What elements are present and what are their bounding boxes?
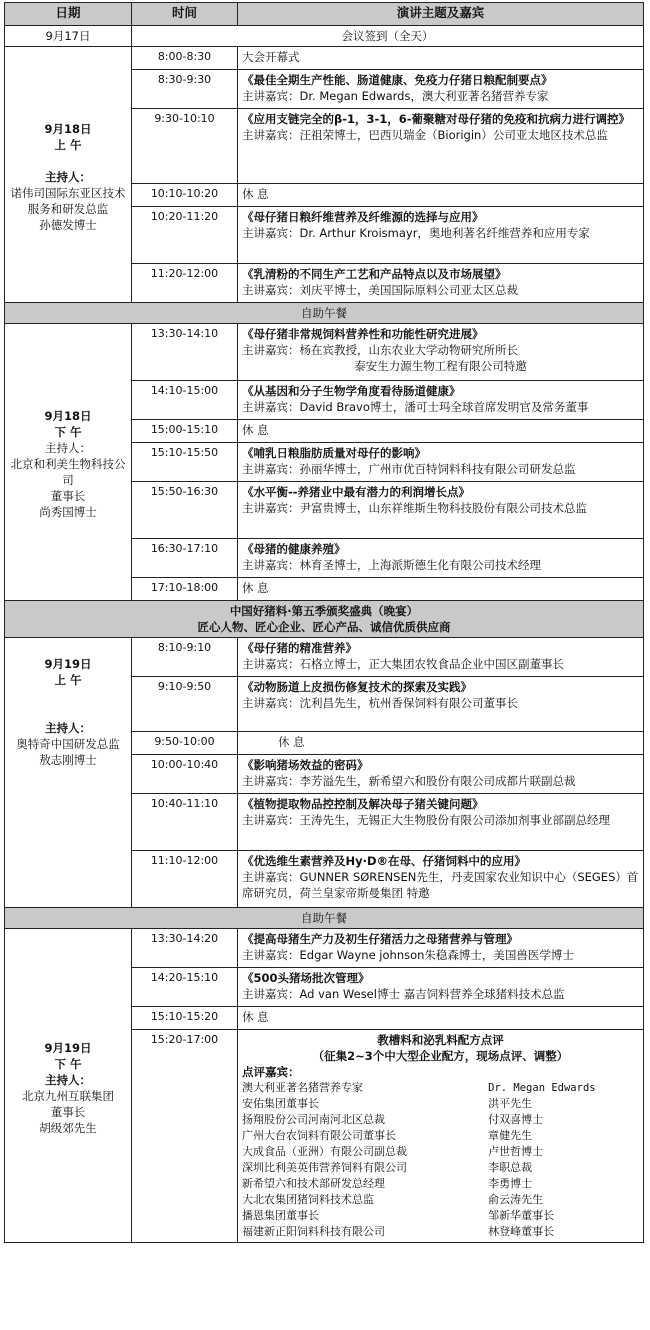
s2-time-5: 16:30-17:10: [132, 539, 238, 578]
s2-half: 下 午: [54, 425, 82, 439]
judge-name: 章健先生: [488, 1129, 533, 1142]
judge-org: 播恩集团董事长: [242, 1209, 319, 1222]
gala-row: [5, 601, 644, 638]
judge-row: [242, 1208, 639, 1224]
s4-host-label: 主持人：: [45, 1072, 91, 1087]
s1-speaker-2: 主讲嘉宾：汪祖荣博士，巴西贝瑞金（Biorigin）公司亚太地区技术总监: [242, 128, 608, 142]
s3-cell-3: [238, 755, 644, 794]
judge-org: 大北农集团猪饲料技术总监: [242, 1193, 374, 1206]
s1-cell-5: [238, 264, 644, 303]
s3-cell-4: [238, 794, 644, 851]
s2-cell-4: [238, 482, 644, 539]
gala-line2: 匠心人物、匠心企业、匠心产品、诚信优质供应商: [197, 620, 451, 634]
s2-title-6: 休 息: [238, 578, 644, 601]
s4-cell-0: [238, 929, 644, 968]
s2-time-3: 15:10-15:50: [132, 443, 238, 482]
s4-row-0: [5, 929, 644, 968]
s4-title-1: 《500头猪场批次管理》: [242, 971, 370, 985]
s4-last-subtitle: （征集2~3个中大型企业配方，现场点评、调整）: [312, 1049, 569, 1063]
s2-speaker-5: 主讲嘉宾：林育圣博士，上海派斯德生化有限公司技术经理: [242, 558, 541, 572]
s4-judges-label: 点评嘉宾：: [242, 1065, 300, 1079]
s4-half: 下 午: [54, 1056, 82, 1071]
s1-title-4: 《母仔猪日粮纤维营养及纤维源的选择与应用》: [242, 210, 484, 224]
judge-name: 俞云涛先生: [488, 1193, 544, 1206]
s4-cell-3: [238, 1030, 644, 1243]
s2-date: 9月18日: [44, 409, 92, 423]
judge-name: 卢世哲博士: [488, 1145, 544, 1158]
s4-time-1: 14:20-15:10: [132, 968, 238, 1007]
judge-org: 扬翔股份公司河南河北区总裁: [242, 1113, 385, 1126]
s1-cell-2: [238, 109, 644, 184]
s3-cell-1: [238, 677, 644, 732]
s1-title-2: 《应用支链完全的β-1，3-1，6-葡聚糖对母仔猪的免疫和抗病力进行调控》: [242, 112, 631, 126]
judge-org: 安佑集团董事长: [242, 1097, 319, 1110]
s2-title-1: 《从基因和分子生物学角度看待肠道健康》: [242, 384, 461, 398]
judge-name: 林登峰董事长: [488, 1225, 555, 1238]
s4-speaker-1: 主讲嘉宾：Ad van Wesel博士 嘉吉饲料营养全球猪料技术总监: [242, 987, 565, 1001]
s4-date: 9月19日: [44, 1040, 92, 1055]
s4-title-0: 《提高母猪生产力及初生仔猪活力之母猪营养与管理》: [242, 932, 518, 946]
s4-time-0: 13:30-14:20: [132, 929, 238, 968]
registration-date: 9月17日: [5, 26, 132, 47]
header-topic: 演讲主题及嘉宾: [238, 3, 644, 26]
s1-half: 上 午: [54, 137, 82, 152]
judge-name: 邹新华董事长: [488, 1209, 555, 1222]
lunch1-text: 自助午餐: [5, 303, 644, 324]
judge-name: 李职总裁: [488, 1161, 533, 1174]
lunch1-row: [5, 303, 644, 324]
s1-time-1: 8:30-9:30: [132, 70, 238, 109]
s4-host-org: 北京九州互联集团: [22, 1088, 114, 1103]
judge-name: 付双喜博士: [488, 1113, 544, 1126]
s4-title-2: 休 息: [238, 1007, 644, 1030]
judge-row: [242, 1160, 639, 1176]
s4-session-cell: [5, 929, 132, 1243]
s3-session-cell: [5, 638, 132, 908]
judge-row: [242, 1080, 639, 1096]
s2-session-cell: [5, 324, 132, 601]
judge-row: [242, 1224, 639, 1240]
s3-speaker-3: 主讲嘉宾：李芳溢先生，新希望六和股份有限公司成都片联副总裁: [242, 774, 576, 788]
s4-host-title: 董事长: [50, 1104, 86, 1119]
s2-cell-1: [238, 381, 644, 420]
s3-title-5: 《优选维生素营养及Hy·D®在母、仔猪饲料中的应用》: [242, 854, 527, 868]
s4-cell-1: [238, 968, 644, 1007]
judge-name: 洪平先生: [488, 1097, 533, 1110]
s3-cell-0: [238, 638, 644, 677]
s1-session-cell: [5, 47, 132, 303]
s3-time-5: 11:10-12:00: [132, 851, 238, 908]
s3-time-3: 10:00-10:40: [132, 755, 238, 794]
judge-row: [242, 1176, 639, 1192]
header-row: [5, 3, 644, 26]
s3-half: 上 午: [54, 673, 82, 687]
s2-host-label: 主持人：: [45, 441, 91, 455]
s3-time-0: 8:10-9:10: [132, 638, 238, 677]
s2-speaker-1: 主讲嘉宾：David Bravo博士，潘可士玛全球首席发明官及常务董事: [242, 400, 589, 414]
s3-speaker-0: 主讲嘉宾：石格立博士，正大集团农牧食品企业中国区副董事长: [242, 657, 564, 671]
s1-time-3: 10:10-10:20: [132, 184, 238, 207]
s1-time-5: 11:20-12:00: [132, 264, 238, 303]
s3-time-4: 10:40-11:10: [132, 794, 238, 851]
header-time: 时间: [132, 3, 238, 26]
s1-host-org: 诺伟司国际东亚区技术服务和研发总监: [10, 185, 126, 216]
s2-title-0: 《母仔猪非常规饲料营养性和功能性研究进展》: [242, 327, 484, 341]
s1-title-5: 《乳清粉的不同生产工艺和产品特点以及市场展望》: [242, 267, 507, 281]
s3-host-label: 主持人：: [45, 721, 91, 735]
s2-title-5: 《母猪的健康养殖》: [242, 542, 346, 556]
s2-cell-5: [238, 539, 644, 578]
s3-row-0: [5, 638, 644, 677]
s4-time-2: 15:10-15:20: [132, 1007, 238, 1030]
s4-time-3: 15:20-17:00: [132, 1030, 238, 1243]
judge-name: Dr. Megan Edwards: [488, 1082, 596, 1094]
s1-host-name: 孙德发博士: [39, 217, 97, 232]
s2-time-2: 15:00-15:10: [132, 420, 238, 443]
s3-speaker-4: 主讲嘉宾：王涛先生，无锡正大生物股份有限公司添加剂事业部副总经理: [242, 813, 610, 827]
s2-host-name: 尚秀国博士: [39, 505, 97, 519]
judge-row: [242, 1128, 639, 1144]
s2-speaker-0: 主讲嘉宾：杨在宾教授，山东农业大学动物研究所所长: [242, 343, 518, 357]
gala-cell: [5, 601, 644, 638]
judge-org: 澳大利亚著名猪营养专家: [242, 1081, 363, 1094]
s2-time-6: 17:10-18:00: [132, 578, 238, 601]
lunch2-row: [5, 908, 644, 929]
s2-title-3: 《哺乳日粮脂肪质量对母仔的影响》: [242, 446, 426, 460]
s4-speaker-0: 主讲嘉宾：Edgar Wayne johnson朱稳森博士，美国兽医学博士: [242, 948, 574, 962]
s1-cell-4: [238, 207, 644, 264]
s3-title-3: 《影响猪场效益的密码》: [242, 758, 369, 772]
s2-title-4: 《水平衡--养猪业中最有潜力的利润增长点》: [242, 485, 471, 499]
s3-time-2: 9:50-10:00: [132, 732, 238, 755]
judge-row: [242, 1144, 639, 1160]
s3-date: 9月19日: [44, 657, 92, 671]
s1-speaker-5: 主讲嘉宾：刘庆平博士，美国国际原料公司亚太区总裁: [242, 283, 518, 297]
judge-org: 大成食品（亚洲）有限公司副总裁: [242, 1145, 407, 1158]
s1-speaker-4: 主讲嘉宾：Dr. Arthur Kroismayr，奥地利著名纤维营养和应用专家: [242, 226, 590, 240]
s1-cell-1: [238, 70, 644, 109]
s2-speaker-4: 主讲嘉宾：尹富贵博士，山东祥维斯生物科技股份有限公司技术总监: [242, 501, 587, 515]
s2-time-1: 14:10-15:00: [132, 381, 238, 420]
gala-line1: 中国好猪料·第五季颁奖盛典（晚宴）: [229, 604, 419, 618]
judges-list: [242, 1080, 639, 1240]
judge-org: 深圳比利美英伟营养饲料有限公司: [242, 1161, 407, 1174]
s2-row-0: [5, 324, 644, 381]
s3-speaker-1: 主讲嘉宾：沈利昌先生，杭州香保饲料有限公司董事长: [242, 696, 518, 710]
s3-speaker-5: 主讲嘉宾：GUNNER SØRENSEN先生，丹麦国家农业知识中心（SEGES）首席研究员，荷兰皇家帝斯曼集团 特邀: [242, 870, 639, 900]
s4-host-name: 胡级郊先生: [39, 1120, 97, 1135]
s1-title-0: 大会开幕式: [238, 47, 644, 70]
s3-time-1: 9:10-9:50: [132, 677, 238, 732]
s1-time-0: 8:00-8:30: [132, 47, 238, 70]
s2-speaker-3: 主讲嘉宾：孙丽华博士，广州市优百特饲料科技有限公司研发总监: [242, 462, 576, 476]
s2-cell-3: [238, 443, 644, 482]
lunch2-text: 自助午餐: [5, 908, 644, 929]
s3-title-4: 《植物提取物品控控制及解决母子猪关键问题》: [242, 797, 484, 811]
header-date: 日期: [5, 3, 132, 26]
s3-title-1: 《动物肠道上皮损伤修复技术的探索及实践》: [242, 680, 472, 694]
s3-title-2: 休 息: [238, 732, 644, 755]
s1-time-2: 9:30-10:10: [132, 109, 238, 184]
judge-row: [242, 1096, 639, 1112]
judge-org: 新希望六和技术部研发总经理: [242, 1177, 385, 1190]
judge-org: 广州大台农饲料有限公司董事长: [242, 1129, 396, 1142]
judge-name: 李勇博士: [488, 1177, 533, 1190]
s2-time-4: 15:50-16:30: [132, 482, 238, 539]
s1-host-label: 主持人：: [45, 169, 91, 184]
registration-row: [5, 26, 644, 47]
s2-title-2: 休 息: [238, 420, 644, 443]
judge-org: 福建新正阳饲料科技有限公司: [242, 1225, 385, 1238]
schedule-table: [4, 2, 644, 1243]
judge-row: [242, 1112, 639, 1128]
s2-host-org: 北京和利美生物科技公司: [10, 457, 126, 487]
s3-cell-5: [238, 851, 644, 908]
s4-last-title: 教槽料和泌乳料配方点评: [377, 1033, 504, 1047]
s1-title-3: 休 息: [238, 184, 644, 207]
s2-time-0: 13:30-14:10: [132, 324, 238, 381]
s2-cell-0: [238, 324, 644, 381]
registration-text: 会议签到（全天）: [132, 26, 644, 47]
s2-host-title: 董事长: [50, 489, 86, 503]
s2-speaker2-0: 泰安生力源生物工程有限公司特邀: [354, 359, 527, 373]
s1-date: 9月18日: [44, 121, 92, 136]
s3-host-name: 敖志刚博士: [39, 753, 97, 767]
s3-host-org: 奥特奇中国研发总监: [16, 737, 120, 751]
s3-title-0: 《母仔猪的精准营养》: [242, 641, 357, 655]
s1-row-0: [5, 47, 644, 70]
s1-time-4: 10:20-11:20: [132, 207, 238, 264]
s1-title-1: 《最佳全期生产性能、肠道健康、免疫力仔猪日粮配制要点》: [242, 73, 553, 87]
s1-speaker-1: 主讲嘉宾：Dr. Megan Edwards，澳大利亚著名猪营养专家: [242, 89, 549, 103]
judge-row: [242, 1192, 639, 1208]
